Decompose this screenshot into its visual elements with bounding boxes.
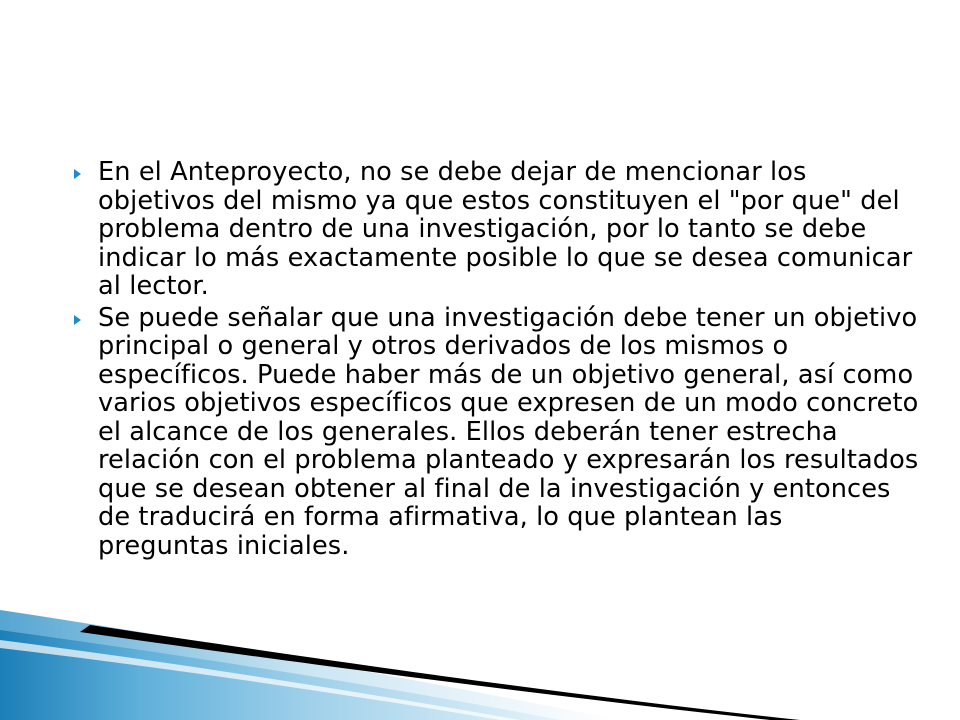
bullet-text: En el Anteproyecto, no se debe dejar de mencionar los objetivos del mismo ya que estos constituyen el "por que" del problema dentro de una investigación, por lo tanto se debe indicar lo más exactamente posible lo que se desea comunicar al lector. [98, 157, 913, 301]
bullet-text: Se puede señalar que una investigación debe tener un objetivo principal o general y otros derivados de los mismos o específicos. Puede haber más de un objetivo general, así como varios objetivos específicos que expresen de un modo concreto el alcance de los generales. Ellos deberán tener estrecha relación con el problema planteado y expresarán los resultados que se desean obtener al final de la investigación y entonces de traducirá en forma afirmativa, lo que plantean las preguntas iniciales. [98, 302, 919, 561]
bullet-item [74, 158, 920, 301]
triangle-right-icon [74, 169, 81, 179]
wave-main [0, 630, 560, 720]
bottom-wave-decoration [0, 570, 960, 720]
bullet-list [74, 158, 920, 563]
bullet-item [74, 304, 920, 561]
triangle-right-icon [74, 315, 81, 325]
